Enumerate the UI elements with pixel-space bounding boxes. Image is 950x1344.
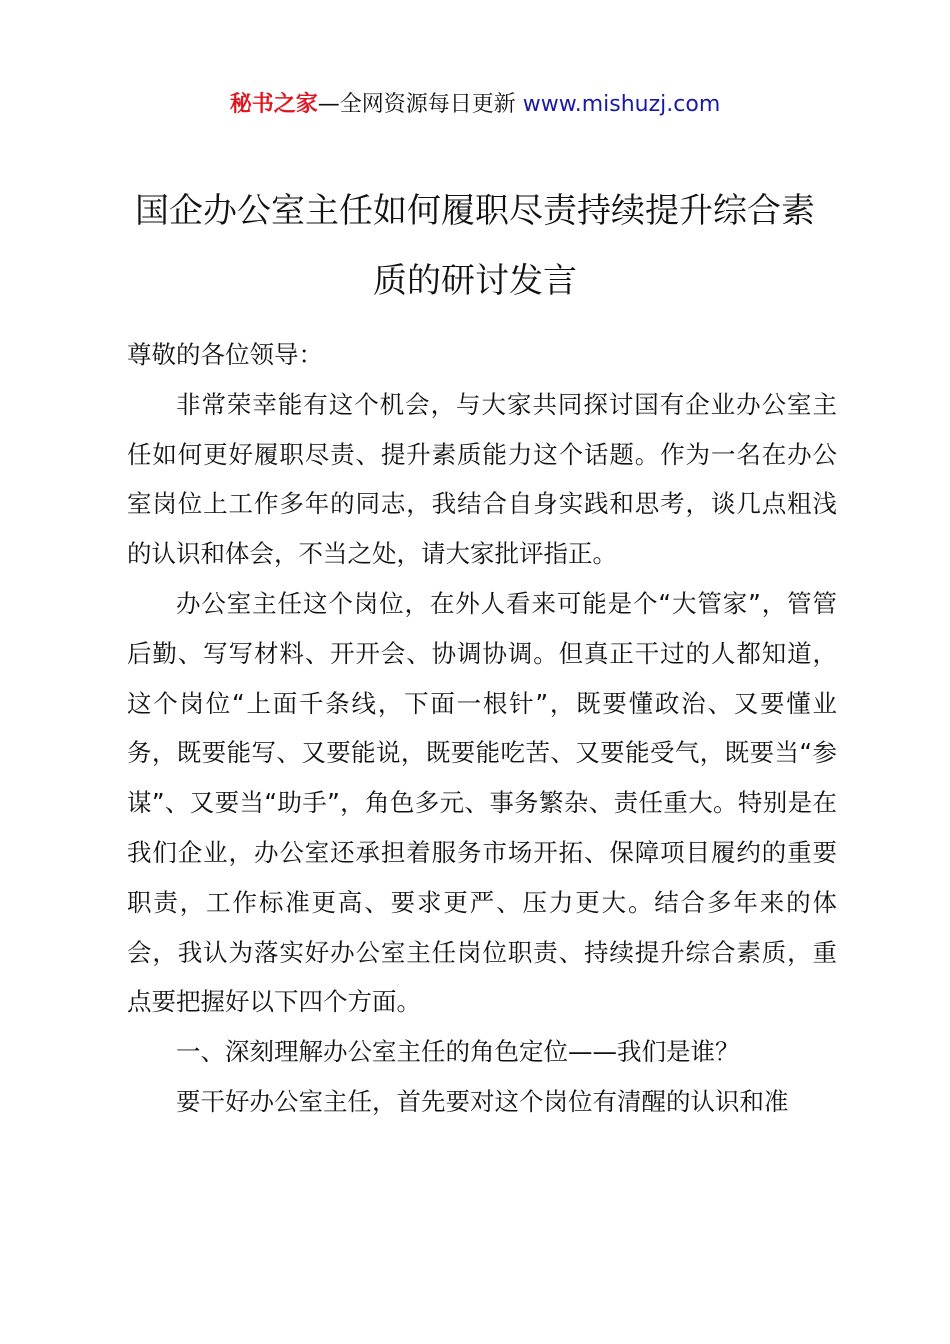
header-tagline: —全网资源每日更新: [317, 92, 523, 117]
website-link[interactable]: www.mishuzj.com: [522, 92, 721, 117]
page-header: [0, 88, 950, 122]
section-heading-1: 一、深刻理解办公室主任的角色定位——我们是谁？: [176, 1037, 740, 1067]
brand-name: 秘书之家: [229, 92, 318, 117]
document-body: [127, 330, 837, 1127]
paragraph-1: 非常荣幸能有这个机会，与大家共同探讨国有企业办公室主任如何更好履职尽责、提升素质能力这个话题。作为一名在办公室岗位上工作多年的同志，我结合自身实践和思考，谈几点粗浅的认识和体会，不当之处，请大家批评指正。: [127, 389, 837, 569]
paragraph-3: 要干好办公室主任，首先要对这个岗位有清醒的认识和准: [176, 1086, 789, 1116]
paragraph-2: 办公室主任这个岗位，在外人看来可能是个“大管家”，管管后勤、写写材料、开开会、协调协调。但真正干过的人都知道，这个岗位“上面千条线，下面一根针”，既要懂政治、又要懂业务，既要能写、又要能说，既要能吃苦、又要能受气，既要当“参谋”、又要当“助手”，角色多元、事务繁杂、责任重大。特别是在我们企业，办公室还承担着服务市场开拓、保障项目履约的重要职责，工作标准更高、要求更严、压力更大。结合多年来的体会，我认为落实好办公室主任岗位职责、持续提升综合素质，重点要把握好以下四个方面。: [127, 588, 837, 1017]
document-title: 国企办公室主任如何履职尽责持续提升综合素质的研讨发言: [135, 191, 815, 301]
salutation: 尊敬的各位领导：: [127, 340, 323, 369]
